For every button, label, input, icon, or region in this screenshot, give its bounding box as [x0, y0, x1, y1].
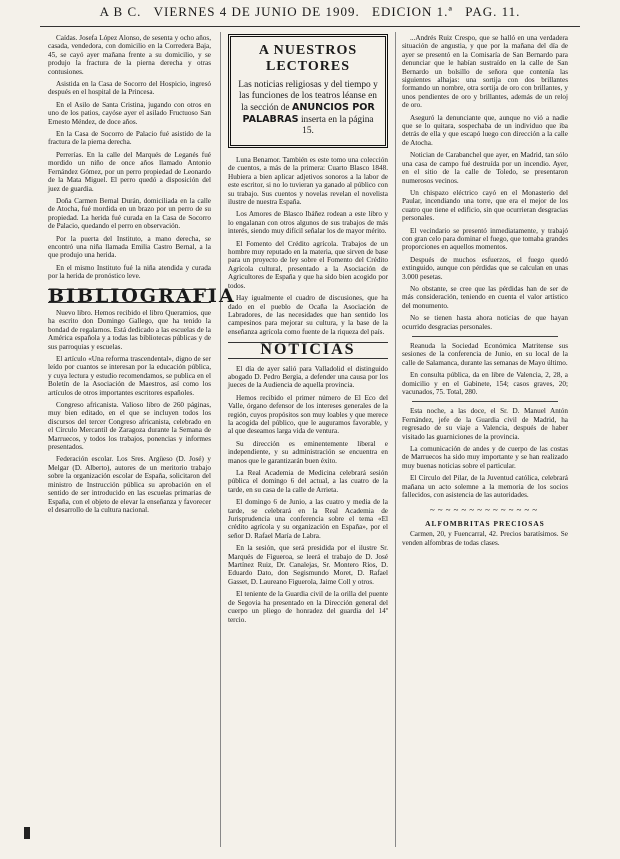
notice-box — [228, 34, 388, 148]
article-paragraph: Reanuda la Sociedad Económica Matritense sus sesiones de la conferencia de Junio, en su local de la calle de Salamanca, durante las semanas de Mayo último. — [402, 342, 568, 367]
notice-body — [237, 80, 379, 137]
article-paragraph: En la Casa de Socorro de Palacio fué asistido de la fractura de la pierna derecha. — [48, 130, 211, 147]
divider-rule — [412, 401, 558, 402]
notice-title-line1: A NUESTROS — [258, 43, 358, 58]
ornament-divider: ~~~~~~~~~~~~~~ — [429, 504, 541, 515]
article-paragraph: Hay igualmente el cuadro de discusiones, que ha dado en el pueblo de Ocaña la Asociación de Labradores, de las necesidades que han sentido los campesinos para mejorar su cultura, y la base de la enseñanza agrícola como fuente de la riqueza del país. — [228, 294, 388, 336]
page-number: PAG. 11. — [465, 4, 521, 19]
section-title-bibliografia: BIBLIOGRAFIA — [48, 284, 236, 307]
article-paragraph: Por la puerta del Instituto, a mano derecha, se encontró una niña llamada Emilia Castro Bernal, a la que produjo una herida. — [48, 234, 211, 260]
article-paragraph: En el Asilo de Santa Cristina, jugando con otros en uno de los patios, cayóse ayer el asilado Fructuoso San Ernesto Méndez, de doce años. — [48, 100, 211, 126]
article-paragraph: El día de ayer salió para Valladolid el distinguido abogado D. Pedro Bergia, a defender una causa por los jueces de la Audiencia de aquella provincia. — [228, 364, 388, 390]
column-right — [402, 34, 568, 844]
article-paragraph: Notician de Carabanchel que ayer, en Madrid, tan sólo una casa de campo fué destruída por un incendio. Ayer, en el sitio de la calle de Toledo, se presentaron numerosos vecinos. — [402, 151, 568, 185]
article-paragraph: Congreso africanista. Valioso libro de 260 páginas, muy bien editado, en el que se incluyen todos los discursos del tercer Congreso africanista, celebrado en el Círculo Mercantil de Zaragoza durante la Semana de Marruecos, y todos los trabajos, ponencias y informes presentados. — [48, 401, 211, 452]
classified-heading: ALFOMBRITAS PRECIOSAS — [425, 518, 545, 528]
article-paragraph: Su dirección es eminentemente liberal e independiente, y su administración se encuentra en manos que le garantizarán buen éxito. — [228, 439, 388, 465]
article-paragraph: El domingo 6 de Junio, a las cuatro y media de la tarde, se celebrará en la Real Academia de Jurisprudencia una conferencia sobre el tema «El crédito agrícola y su organización en España», por el señor D. Rafael María de Labra. — [228, 498, 388, 540]
article-paragraph: En consulta pública, da en libre de Valencia, 2, 28, a domicilio y en el Gabinete, 154; casos graves, 20; vacunados, 75. Total, 280. — [402, 371, 568, 397]
issue-date: VIERNES 4 DE JUNIO DE 1909. — [153, 4, 360, 19]
column-middle — [228, 34, 388, 844]
classified-ad: Carmen, 20, y Fuencarral, 42. Precios baratísimos. Se venden alfombras de todas clases. — [402, 530, 568, 547]
article-paragraph: El Círculo del Pilar, de la Juventud católica, celebrará mañana un acto solemne a la memoria de los socios fallecidos, con asistencia de las autoridades. — [402, 474, 568, 500]
article-paragraph: En la sesión, que será presidida por el ilustre Sr. Marqués de Figueroa, se leerá el trabajo de D. José Martínez Ruiz, Dr. Canalejas, Sr. Montero Ríos, D. Eduardo Dato, don Segismundo Moret, D. Rafael Gasset, D. Laureano Figuerola, Jaime Coll y otros. — [228, 544, 388, 586]
article-paragraph: La Real Academia de Medicina celebrará sesión pública el domingo 6 del actual, a las cuatro de la tarde, en su casa de la calle de Arrieta. — [228, 469, 388, 494]
masthead: A B C. — [99, 4, 142, 19]
notice-body-end: inserta en la página 15. — [300, 115, 374, 136]
notice-highlight: ANUNCIOS POR PALABRAS — [242, 102, 375, 125]
article-paragraph: El teniente de la Guardia civil de la orilla del puente de Segovia ha presentado en la Dirección general del cuerpo un pliego de honradez del guardia del 14º tercio. — [228, 590, 388, 624]
edge-mark — [24, 827, 30, 839]
header-rule — [40, 26, 580, 27]
edition-label: EDICION 1.ª — [372, 4, 454, 19]
column-divider — [220, 32, 221, 847]
column-left — [48, 34, 236, 844]
article-paragraph: No obstante, se cree que las pérdidas han de ser de más consideración, teniendo en cuenta el valor artístico del monumento. — [402, 284, 568, 310]
article-paragraph: Esta noche, a las doce, el Sr. D. Manuel Antón Fernández, jefe de la Guardia civil de Madrid, ha regresado de su viaje a Valencia, después de haber visitado las guarniciones de la provincia. — [402, 407, 568, 441]
article-paragraph: El artículo «Una reforma trascendental», digno de ser leído por cuantos se interesan por la educación pública, y cuya lectura y estudio recomendamos, se publica en el Boletín de la Asociación de Maestros, así como los artículos de otros importantes escritores españoles. — [48, 355, 211, 397]
article-paragraph: Aseguró la denunciante que, aunque no vió a nadie que se lo quitara, sospechaba de un individuo que iba detrás de ella y que escapó luego con dirección a la calle de Atocha. — [402, 113, 568, 147]
article-paragraph: Caídas. Josefa López Alonso, de sesenta y ocho años, casada, vendedora, con domicilio en la Corredera Baja, 45, se cayó ayer mañana frente a su domicilio, y se produjo la fractura de la pierna derecha y otras contusiones. — [48, 34, 211, 76]
article-paragraph: Federación escolar. Los Sres. Argüeso (D. José) y Melgar (D. Alberto), autores de un meritorio trabajo sobre la organización escolar de España, solicitaron del ministro de Instrucción pública su aprobación en el sentido de ser introducido en las escuelas primarias de España, con el objeto de elevar la enseñanza y favorecer el desarrollo de la cultura nacional. — [48, 455, 211, 514]
article-paragraph: Luna Benamor. También es este tomo una colección de cuentos, a más de la primera: Cuarto Blasco 1848. Hubiera a bien aplicar adjetivos sonoros a la labor de este escritor, si no lo tuvieran ya ganado al público con su trabajo. Sus cuentos y novelas revelan el novelista ilustre de nuestra España. — [228, 156, 388, 207]
section-title-noticias: NOTICIAS — [228, 342, 388, 358]
column-divider — [395, 32, 396, 847]
page-header — [0, 4, 620, 26]
article-paragraph: Doña Carmen Bernal Durán, domiciliada en la calle de Atocha, fué mordida en un brazo por un perro de su propiedad. La herida fué curada en la Casa de Socorro de Palacio, quedando el perro en observación. — [48, 196, 211, 231]
article-paragraph: Asistida en la Casa de Socorro del Hospicio, ingresó después en el hospital de la Princesa. — [48, 80, 211, 97]
article-paragraph: Nuevo libro. Hemos recibido el libro Queramios, que ha escrito don Domingo Gallego, que ha tenido la bondad de regalarnos. Está dedicado a las escuelas de la América española y a todas las bibliotecas públicas y de sus parroquias y escuelas. — [48, 308, 211, 351]
article-paragraph: Hemos recibido el primer número de El Eco del Valle, órgano defensor de los intereses generales de la región, cuyos propósitos son muy loables y que merece la acogida del público, que le auguramos favorable, y al que deseamos larga vida de ventura. — [228, 393, 388, 436]
article-paragraph: La comunicación de andes y de cuerpo de las costas de Marruecos ha sido muy importante y se han realizado muy buenas noticias sobre el particular. — [402, 445, 568, 470]
article-paragraph: Perrerías. En la calle del Marqués de Leganés fué mordido un niño de once años llamado Antonio Fernández Gómez, por un perro propiedad de Leonardo de la Mata Miguel. El perro quedó a disposición del juez de guardia. — [48, 150, 211, 193]
article-paragraph: Después de muchos esfuerzos, el fuego quedó extinguido, aunque con pérdidas que se calculan en unas 3.000 pesetas. — [402, 255, 568, 281]
notice-title-line2: LECTORES — [266, 59, 350, 74]
article-paragraph: El vecindario se presentó inmediatamente, y trabajó con gran celo para dominar el fuego, que tomaba grandes proporciones en aquellos momentos. — [402, 226, 568, 252]
divider-rule — [412, 336, 558, 337]
article-paragraph: Los Amores de Blasco Ibáñez rodean a este libro y lo engalanan con otros algunos de sus trabajos de más interés, siendo muy difícil señalar los de mayor mérito. — [228, 210, 388, 236]
article-paragraph: No se tienen hasta ahora noticias de que hayan ocurrido desgracias personales. — [402, 314, 568, 331]
article-paragraph: En el mismo Instituto fué la niña atendida y curada por la herida de pronóstico leve. — [48, 263, 211, 281]
article-paragraph: Un chispazo eléctrico cayó en el Monasterio del Paular, incendiando una torre, que era el mejor de los cuatro que tiene el edificio, sin que ocurrieran desgracias personales. — [402, 188, 568, 223]
article-paragraph: El Fomento del Crédito agrícola. Trabajos de un hombre muy reputado en la materia, que sirven de base para un proyecto de ley sobre el Fomento del Crédito Agrícola cultural, presentado a la Asociación de Agricultores de España y que ha sido bien acogido por todos. — [228, 239, 388, 290]
article-paragraph: ...Andrés Ruiz Crespo, que se halló en una verdadera situación de angustia, y que por la mañana del día de ayer se presentó en la Comisaría de San Bernardo para denunciar que le habían sustraído en la calle de San Bernardo un bolsillo de señora que contenía las siguientes alhajas: una sortija con dos brillantes formando un nombre, otra sortija de oro con brillantes, y unos pendientes de oro y brillantes, además de un reloj de oro. — [402, 34, 568, 110]
notice-body-start: Las noticias religiosas y del tiempo y las funciones de los teatros léanse en la sección de — [238, 80, 378, 113]
